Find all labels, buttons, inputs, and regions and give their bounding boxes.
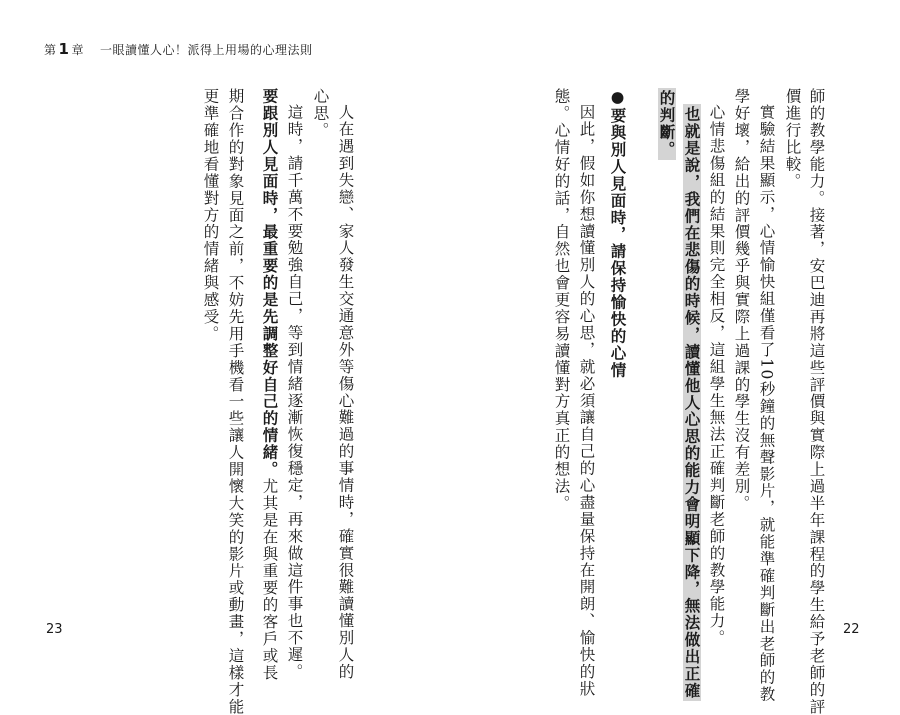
page-number-left: 23: [46, 622, 63, 637]
chapter-prefix: 第: [44, 43, 57, 57]
page-number-right: 22: [843, 622, 860, 637]
chapter-suffix: 章: [71, 43, 84, 57]
highlight-text: 也就是說，我們在悲傷的時候，讀懂他人心思的能力會明顯下降，無法做出正確: [682, 106, 701, 700]
plain-text: 尤其是在與重要的客戶或長: [260, 477, 279, 682]
paragraph-column: 期合作的對象見面之前，不妨先用手機看一些讓人開懷大笑的影片或動畫，這樣才能: [226, 88, 245, 715]
bullet-dot-icon: ●: [608, 88, 627, 108]
paragraph-column: 實驗結果顯示，心情愉快組僅看了10秒鐘的無聲影片，就能準確判斷出老師的教: [757, 104, 776, 703]
mixed-column: [261, 88, 277, 681]
paragraph-column: 更準確地看懂對方的情緒與感受。: [201, 88, 220, 343]
paragraph-column: 心思。: [311, 88, 330, 139]
section-heading-text: 要與別人見面時，請保持愉快的心情: [608, 107, 627, 379]
paragraph-column: 人在遇到失戀、家人發生交通意外等傷心難過的事情時，確實很難讀懂別人的: [336, 104, 355, 681]
paragraph-column: 師的教學能力。接著，安巴迪再將這些評價與實際上過半年課程的學生給予老師的評: [807, 88, 826, 715]
paragraph-column: 因此，假如你想讀懂別人的心思，就必須讓自己的心盡量保持在開朗、愉快的狀: [577, 104, 596, 698]
running-header: [44, 40, 312, 58]
highlight-column: [683, 104, 699, 701]
paragraph-column: 這時，請千萬不要勉強自己，等到情緒逐漸恢復穩定，再來做這件事也不遲。: [285, 104, 304, 681]
section-heading: [609, 88, 625, 379]
paragraph-column: 態。心情好的話，自然也會更容易讀懂對方真正的想法。: [552, 88, 571, 512]
paragraph-column: 心情悲傷組的結果則完全相反，這組學生無法正確判斷老師的教學能力。: [707, 104, 726, 647]
chapter-title: 一眼讀懂人心！派得上用場的心理法則: [99, 43, 313, 57]
paragraph-column: 學好壞，給出的評價幾乎與實際上過課的學生沒有差別。: [732, 88, 751, 512]
paragraph-column: 價進行比較。: [783, 88, 802, 190]
highlight-column: [658, 88, 674, 160]
bold-text: 要跟別人見面時，最重要的是先調整好自己的情緒。: [260, 88, 279, 478]
highlight-text: 的判斷。: [657, 90, 676, 158]
chapter-number: 1: [58, 40, 70, 58]
